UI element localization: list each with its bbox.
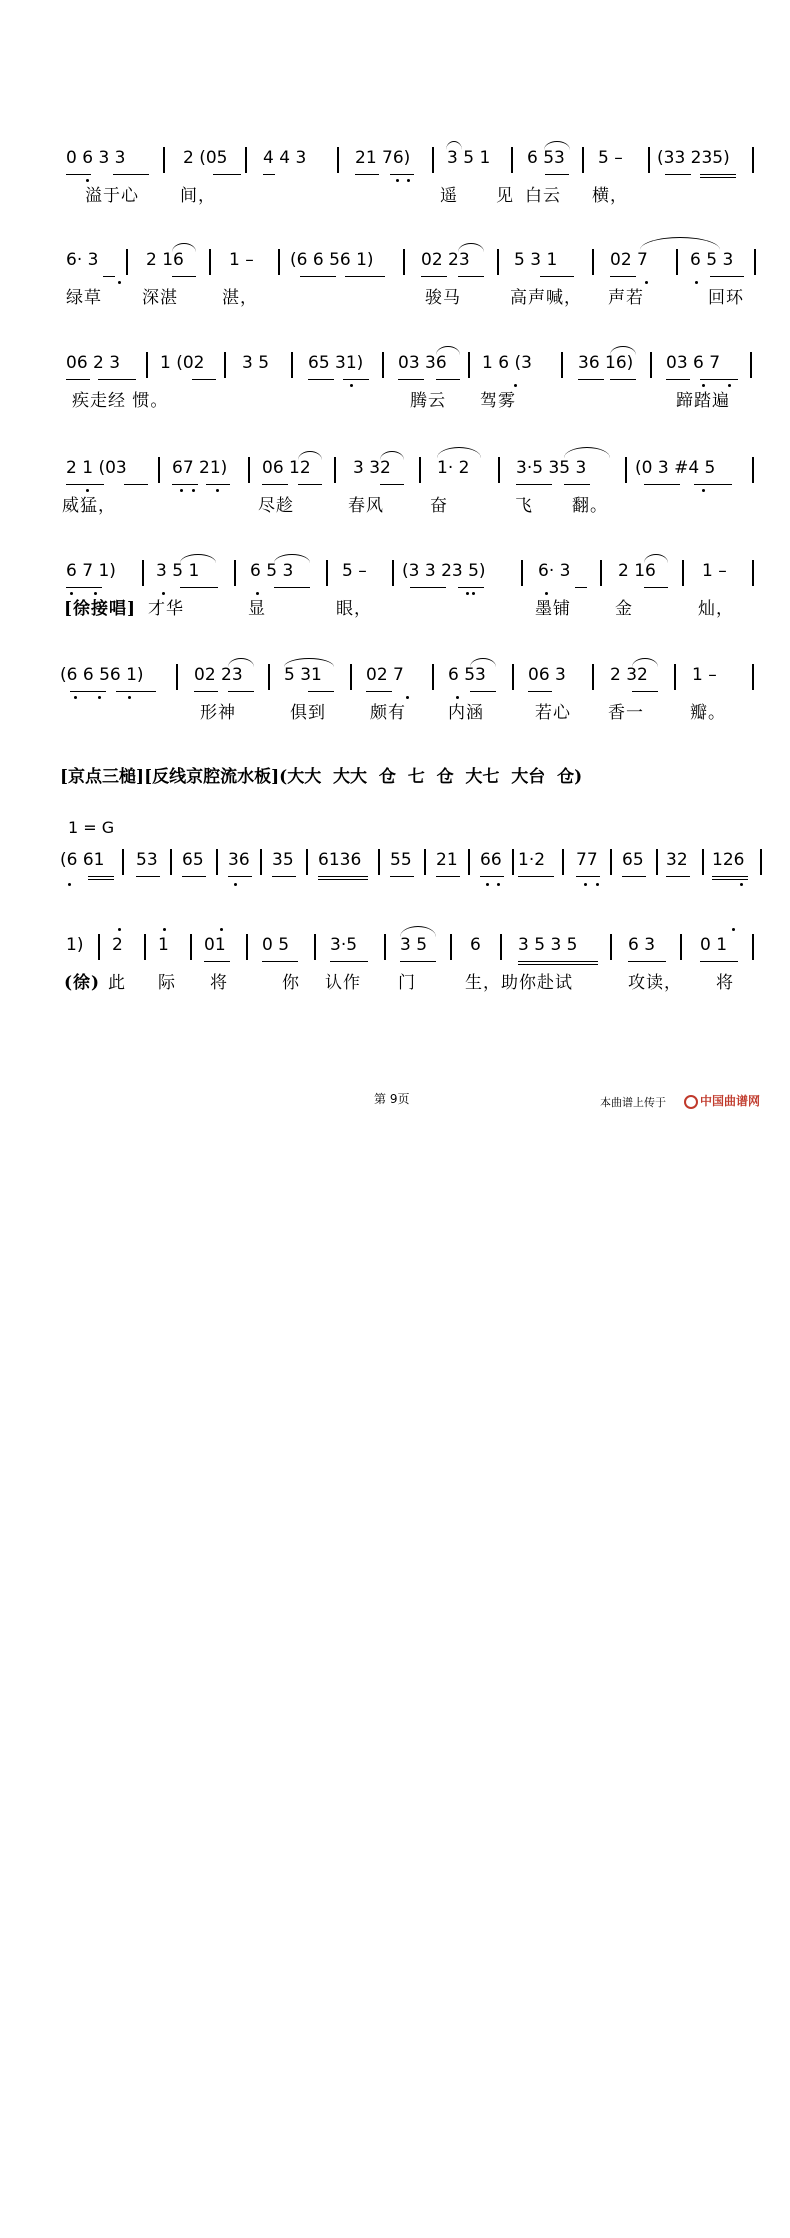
bar-line [432,664,434,690]
lyric: 攻读， [628,973,682,993]
bar-line [350,664,352,690]
bar-line [158,457,160,483]
measure-notes: 02 7 [610,250,648,270]
lyrics-line [0,493,790,519]
measure-notes: 3 5 1 [156,561,200,581]
measure-notes: 0 1 [700,935,728,955]
bar-line [752,560,754,586]
measure-notes: 06 12 [262,458,311,478]
bar-line [260,849,262,875]
bar-line [224,352,226,378]
lyric: 白云 [525,186,561,206]
measure-notes: (6 6 56 1) [290,250,374,270]
measure-notes: 3 5 3 5 [518,935,578,955]
lyric: 深湛 [142,288,178,308]
measure-notes: 2 (05 [183,148,228,168]
bar-line [216,849,218,875]
logo-text: 中国曲谱网 [700,1094,761,1108]
lyric: 此 [108,973,126,993]
lyric: 高声喊， [510,288,582,308]
measure-notes: 2 16 [146,250,184,270]
measure-notes: 2 16 [618,561,656,581]
bar-line [650,352,652,378]
lyric: 飞 [515,496,533,516]
key-signature: 1 = G [68,818,115,837]
lyric: 门 [398,973,416,993]
measure-notes: 35 [272,850,294,870]
bar-line [384,934,386,960]
measure-notes: (6 61 [60,850,105,870]
lyric: 将 [210,973,228,993]
lyric: 眼， [336,599,372,619]
measure-notes: 66 [480,850,502,870]
bar-line [209,249,211,275]
bar-line [326,560,328,586]
bar-line [170,849,172,875]
measure-notes: 2 1 (03 [66,458,127,478]
measure-notes: 5 – [342,561,367,581]
bar-line [512,664,514,690]
measure-notes: 65 [182,850,204,870]
bar-line [512,849,514,875]
bar-line [702,849,704,875]
lyrics-line [0,700,790,726]
bar-line [592,664,594,690]
measure-notes: 36 [228,850,250,870]
upload-credit: 本曲谱上传于 [600,1096,666,1109]
bar-line [98,934,100,960]
bar-line [468,352,470,378]
measure-notes: 0 5 [262,935,290,955]
measure-notes: 03 36 [398,353,447,373]
bar-line [334,457,336,483]
notes-line [0,660,790,690]
lyric: 遥 [440,186,458,206]
measure-notes: 36 16) [578,353,634,373]
lyric: 驾雾 [480,391,516,411]
lyrics-line [0,285,790,311]
measure-notes: 3·5 [330,935,358,955]
lyric: 香一 [608,703,644,723]
bar-line [500,934,502,960]
measure-notes: 2 32 [610,665,648,685]
bar-line [682,560,684,586]
lyric: 横， [592,186,628,206]
bar-line [122,849,124,875]
measure-notes: 21 [436,850,458,870]
measure-notes: 1 – [692,665,717,685]
measure-notes: 67 21) [172,458,228,478]
bar-line [750,352,752,378]
measure-notes: 06 3 [528,665,566,685]
bar-line [176,664,178,690]
measure-notes: 1 (02 [160,353,205,373]
bar-line [754,249,756,275]
measure-notes: 1 6 (3 [482,353,532,373]
bar-line [403,249,405,275]
measure-notes: 3·5 35 3 [516,458,587,478]
measure-notes: 65 [622,850,644,870]
bar-line [561,352,563,378]
lyric: 溢于心 [85,186,139,206]
measure-notes: 5 31 [284,665,322,685]
bar-line [432,147,434,173]
bar-line [498,457,500,483]
measure-notes: 06 2 3 [66,353,121,373]
notes-line [0,245,790,275]
bar-line [752,457,754,483]
bar-line [306,849,308,875]
notes-line [0,930,790,960]
measure-notes: 1 – [229,250,254,270]
bar-line [392,560,394,586]
measure-notes: 1 [158,935,169,955]
bar-line [163,147,165,173]
measure-notes: (0 3 #4 5 [635,458,716,478]
lyric: 间， [180,186,216,206]
singer-label: (徐) [64,973,101,993]
lyric: 疾走经 惯。 [72,391,169,411]
lyric: 见 [496,186,514,206]
notes-line [0,845,790,875]
bar-line [245,147,247,173]
measure-notes: 1· 2 [437,458,470,478]
site-logo[interactable] [684,1092,784,1110]
lyric: 内涵 [448,703,484,723]
lyric: 腾云 [410,391,446,411]
notes-line [0,556,790,586]
bar-line [378,849,380,875]
bar-line [142,560,144,586]
bar-line [562,849,564,875]
bar-line [760,849,762,875]
bar-line [648,147,650,173]
bar-line [610,934,612,960]
bar-line [248,457,250,483]
bar-line [676,249,678,275]
lyric: 金 [615,599,633,619]
measure-notes: 1·2 [518,850,546,870]
lyric: 翻。 [572,496,608,516]
measure-notes: 6 7 1) [66,561,116,581]
lyrics-line [0,970,790,996]
bar-line [291,352,293,378]
singer-label: [徐接唱] [64,599,137,619]
measure-notes: 6 5 3 [690,250,734,270]
bar-line [752,147,754,173]
bar-line [419,457,421,483]
section-header: [京点三槌][反线京腔流水板](大大 大大 仓 七 仓 大七 大台 仓) [60,767,583,787]
bar-line [656,849,658,875]
measure-notes: 0 6 3 3 [66,148,126,168]
lyrics-line [0,183,790,209]
measure-notes: 6· 3 [66,250,99,270]
measure-notes: 77 [576,850,598,870]
bar-line [521,560,523,586]
measure-notes: 4 4 3 [263,148,307,168]
bar-line [600,560,602,586]
bar-line [424,849,426,875]
lyric: 墨铺 [535,599,571,619]
lyric: 颇有 [370,703,406,723]
measure-notes: 03 6 7 [666,353,721,373]
measure-notes: 5 3 1 [514,250,558,270]
lyric: 显 [248,599,266,619]
bar-line [190,934,192,960]
lyric: 认作 [325,973,361,993]
bar-line [625,457,627,483]
bar-line [680,934,682,960]
notes-line [0,453,790,483]
bar-line [752,934,754,960]
measure-notes: 3 32 [353,458,391,478]
bar-line [382,352,384,378]
measure-notes: 02 23 [421,250,470,270]
lyric: 湛， [222,288,258,308]
measure-notes: 6136 [318,850,362,870]
bar-line [126,249,128,275]
bar-line [511,147,513,173]
measure-notes: 32 [666,850,688,870]
lyric: 瓣。 [690,703,726,723]
bar-line [337,147,339,173]
measure-notes: 2 [112,935,123,955]
measure-notes: 55 [390,850,412,870]
page-number: 第 9页 [374,1092,410,1106]
lyric: 形神 [200,703,236,723]
lyric: 奋 [430,496,448,516]
measure-notes: 3 5 [242,353,270,373]
lyric: 绿草 [66,288,102,308]
bar-line [582,147,584,173]
measure-notes: 02 23 [194,665,243,685]
bar-line [497,249,499,275]
notes-line [0,348,790,378]
logo-icon [684,1095,698,1109]
lyrics-line [0,388,790,414]
lyric: 才华 [148,599,184,619]
measure-notes: 21 76) [355,148,411,168]
measure-notes: 126 [712,850,745,870]
measure-notes: 53 [136,850,158,870]
measure-notes: 3 5 1 [447,148,491,168]
lyric: 声若 [608,288,644,308]
measure-notes: (6 6 56 1) [60,665,144,685]
lyric: 灿， [698,599,734,619]
lyric: 威猛， [62,496,116,516]
lyric: 若心 [535,703,571,723]
measure-notes: 6 53 [448,665,486,685]
bar-line [314,934,316,960]
measure-notes: 6 5 3 [250,561,294,581]
bar-line [674,664,676,690]
measure-notes: 3 5 [400,935,428,955]
notes-line [0,143,790,173]
measure-notes: 6· 3 [538,561,571,581]
bar-line [610,849,612,875]
lyric: 你 [282,973,300,993]
measure-notes: 1) [66,935,84,955]
lyrics-line [0,596,790,622]
measure-notes: 1 – [702,561,727,581]
bar-line [146,352,148,378]
lyric: 蹄踏遍 [676,391,730,411]
lyric: 春风 [348,496,384,516]
bar-line [144,934,146,960]
lyric: 将 [716,973,734,993]
measure-notes: 6 53 [527,148,565,168]
measure-notes: 02 7 [366,665,404,685]
lyric: 尽趁 [258,496,294,516]
measure-notes: 6 3 [628,935,656,955]
measure-notes: 6 [470,935,481,955]
bar-line [752,664,754,690]
bar-line [278,249,280,275]
lyric: 俱到 [290,703,326,723]
measure-notes: 5 – [598,148,623,168]
bar-line [268,664,270,690]
lyric: 际 [158,973,176,993]
bar-line [450,934,452,960]
bar-line [468,849,470,875]
bar-line [246,934,248,960]
lyric: 回环 [708,288,744,308]
measure-notes: 65 31) [308,353,364,373]
measure-notes: (3 3 23 5) [402,561,486,581]
measure-notes: (33 235) [657,148,730,168]
lyric: 生，助你赴试 [465,973,573,993]
measure-notes: 01 [204,935,226,955]
lyric: 骏马 [425,288,461,308]
bar-line [592,249,594,275]
bar-line [234,560,236,586]
